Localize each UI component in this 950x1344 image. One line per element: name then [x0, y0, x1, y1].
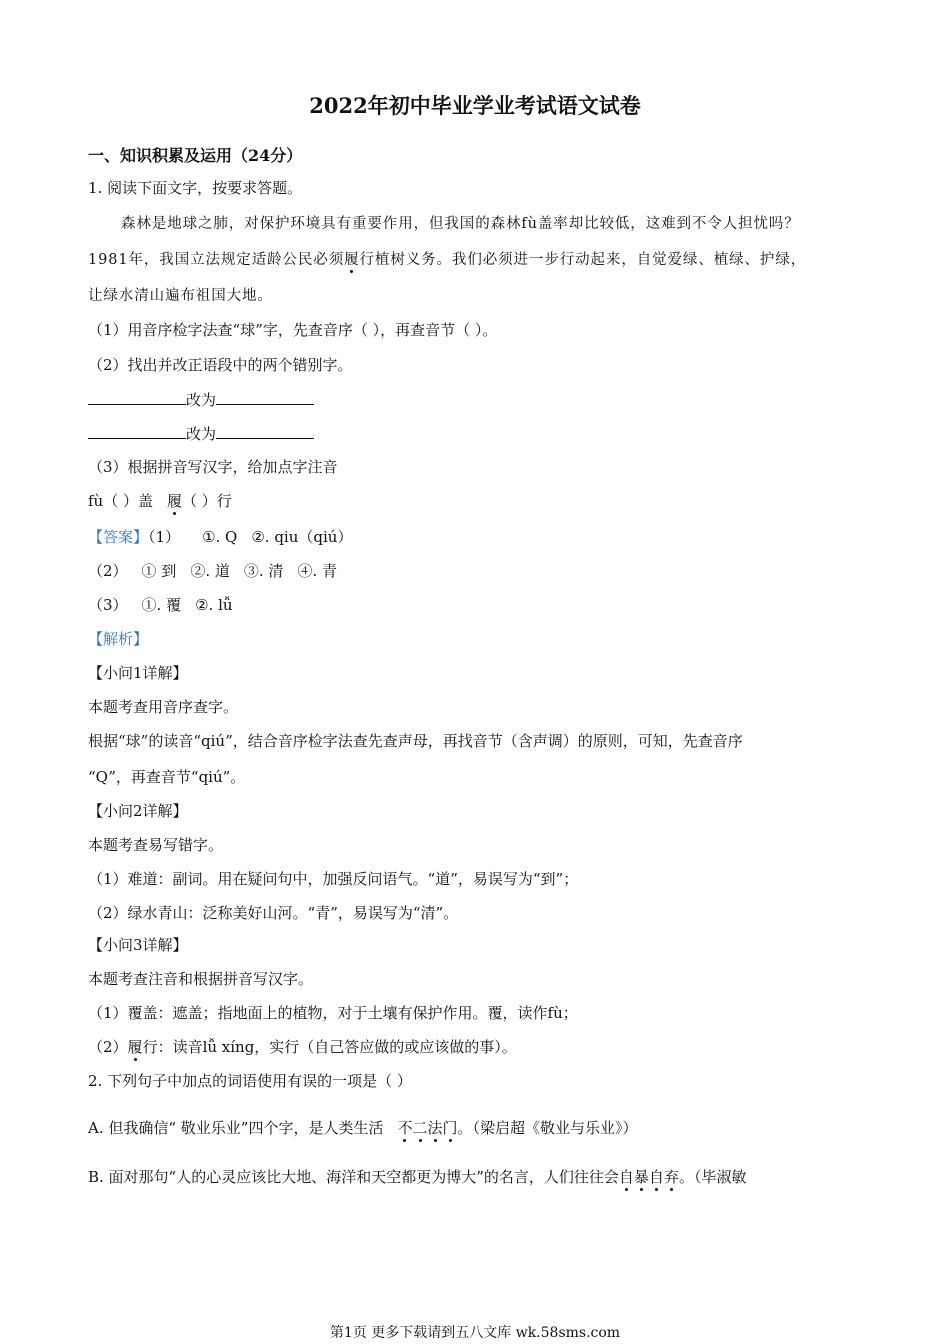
analysis-text: 本题考查注音和根据拼音写汉字。 — [88, 970, 314, 988]
answer-blank[interactable] — [216, 423, 314, 439]
analysis-text: （2）履行：读音lǚ xíng，实行（自己答应做的或应该做的事）。 — [88, 1038, 517, 1056]
analysis-text: 本题考查用音序查字。 — [88, 698, 239, 716]
analysis-tag: 【解析】 — [88, 630, 149, 648]
passage-line-3: 让绿水清山遍布祖国大地。 — [88, 288, 273, 304]
question-1-stem: 1. 阅读下面文字，按要求答题。 — [88, 179, 303, 197]
analysis-subheading-2: 【小问2详解】 — [88, 802, 188, 820]
answer-line-2: （2） ① 到 ②. 道 ③. 清 ④. 青 — [88, 562, 337, 580]
sub-question-1: （1）用音序检字法查“球”字，先查音序（ ），再查音节（ ）。 — [88, 321, 498, 339]
option-a[interactable]: A. 但我确信“ 敬业乐业”四个字，是人类生活 不二法门。（梁启超《敬业与乐业》） — [88, 1119, 638, 1137]
correction-row-1: 改为 — [88, 389, 314, 410]
analysis-text: 本题考查易写错字。 — [88, 836, 224, 854]
option-b[interactable]: B. 面对那句“人的心灵应该比大地、海洋和天空都更为博大”的名言，人们往往会自暴自弃。（毕淑敏 — [88, 1168, 747, 1186]
sub-question-3: （3）根据拼音写汉字，给加点字注音 — [88, 458, 338, 476]
sub-question-2: （2）找出并改正语段中的两个错别字。 — [88, 356, 353, 374]
emphasis-dot-char: 二 — [412, 1119, 428, 1137]
answer-tag: 【答案】 — [88, 528, 149, 546]
emphasis-dot-char: 自 — [618, 1168, 634, 1186]
passage-line-2: 1981年，我国立法规定适龄公民必须履行植树义务。我们必须进一步行动起来，自觉爱绿、植绿、护绿， — [88, 252, 807, 268]
emphasis-dot-char: 履 — [344, 252, 360, 268]
emphasis-dot-char: 法 — [427, 1119, 443, 1137]
emphasis-dot-char: 履 — [127, 1038, 143, 1056]
analysis-text: 根据“球”的读音“qiú”，结合音序检字法查先查声母，再找音节（含声调）的原则，可知，先查音序 — [88, 732, 743, 750]
sub-question-3-items: fù（ ）盖 履（ ）行 — [88, 492, 232, 510]
analysis-subheading-3: 【小问3详解】 — [88, 936, 188, 954]
question-2-stem: 2. 下列句子中加点的词语使用有误的一项是（ ） — [88, 1072, 412, 1090]
analysis-subheading-1: 【小问1详解】 — [88, 664, 188, 682]
emphasis-dot-char: 履 — [166, 492, 182, 510]
answer-line-3: （3） ①. 覆 ②. lǚ — [88, 596, 233, 614]
answer-blank[interactable] — [216, 389, 314, 405]
analysis-text: （2）绿水青山：泛称美好山河。“青”，易误写为“清”。 — [88, 904, 459, 922]
analysis-text: （1）覆盖：遮盖；指地面上的植物，对于土壤有保护作用。覆，读作fù； — [88, 1004, 578, 1022]
emphasis-dot-char: 自 — [648, 1168, 664, 1186]
answer-blank[interactable] — [88, 423, 186, 439]
passage-line-1: 森林是地球之肺，对保护环境具有重要作用，但我国的森林fù盖率却比较低，这难到不令人担忧吗？ — [121, 216, 800, 232]
emphasis-dot-char: 暴 — [633, 1168, 649, 1186]
analysis-text: （1）难道：副词。用在疑问句中，加强反问语气。“道”，易误写为“到”； — [88, 870, 579, 888]
correction-row-2: 改为 — [88, 423, 314, 444]
emphasis-dot-char: 不 — [397, 1119, 413, 1137]
page-title: 2022年初中毕业学业考试语文试卷 — [309, 93, 641, 118]
analysis-text: “Q”，再查音节“qiú”。 — [88, 768, 246, 786]
answer-line-1: 【答案】（1） ①. Q ②. qiu（qiú） — [88, 528, 353, 546]
emphasis-dot-char: 弃 — [663, 1168, 679, 1186]
emphasis-dot-char: 门 — [442, 1119, 458, 1137]
section-heading: 一、知识积累及运用（24分） — [88, 146, 303, 165]
page-footer: 第1页 更多下载请到五八文库 wk.58sms.com — [329, 1325, 621, 1341]
answer-blank[interactable] — [88, 389, 186, 405]
